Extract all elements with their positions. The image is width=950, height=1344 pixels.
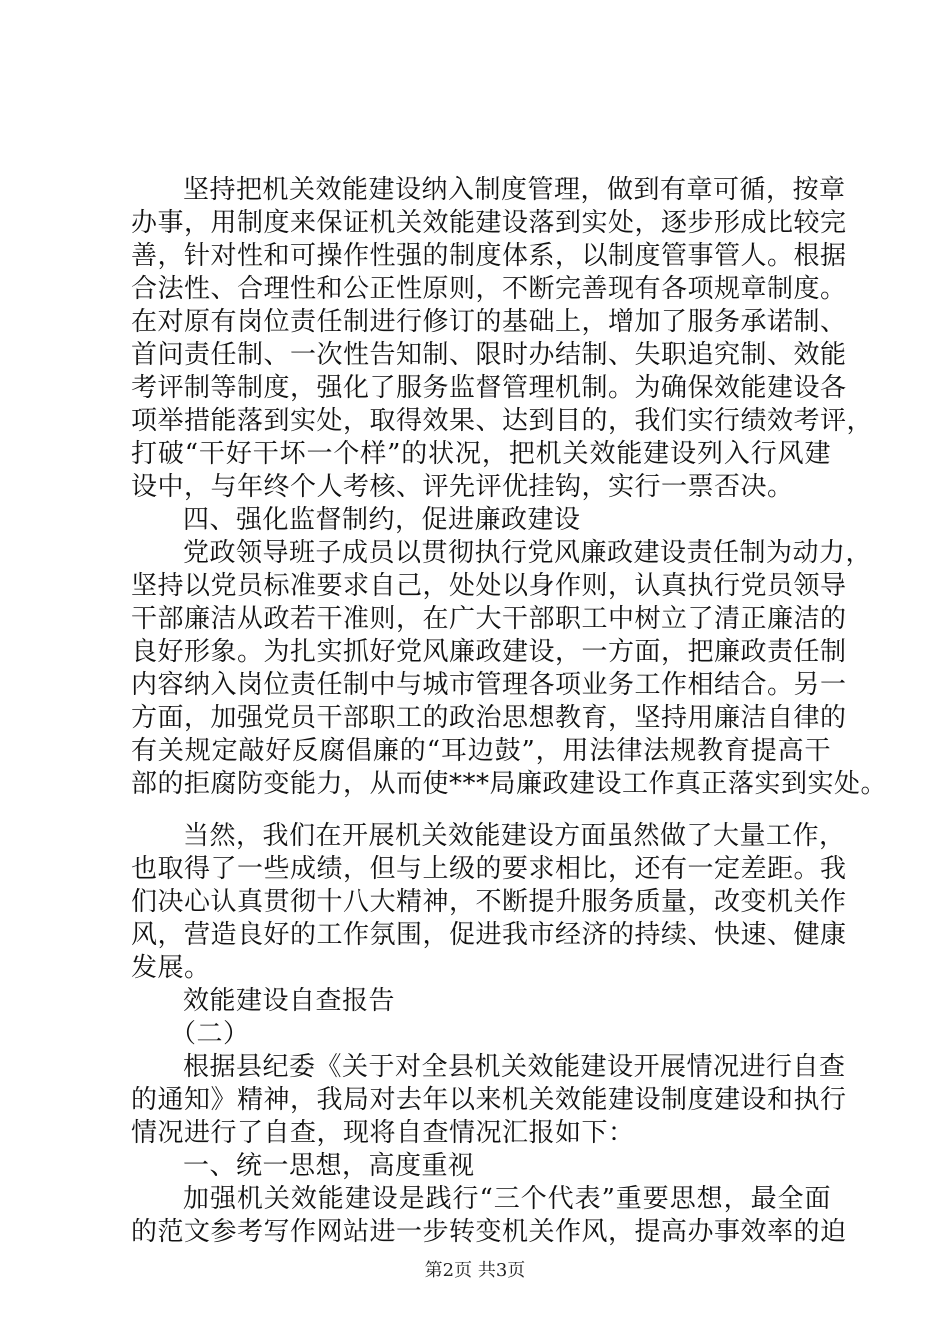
paragraph-3-line-4: 风，营造良好的工作氛围，促进我市经济的持续、快速、健康	[131, 920, 847, 950]
paragraph-3-line-3: 们决心认真贯彻十八大精神，不断提升服务质量，改变机关作	[131, 887, 847, 917]
paragraph-4-line-2: 的通知》精神，我局对去年以来机关效能建设制度建设和执行	[131, 1085, 847, 1115]
page-number-footer: 第2页 共3页	[424, 1260, 526, 1281]
report-subtitle: （二）	[170, 1019, 250, 1049]
paragraph-1-line-8: 项举措能落到实处，取得效果、达到目的，我们实行绩效考评，	[131, 406, 874, 436]
paragraph-4-line-3: 情况进行了自查，现将自查情况汇报如下：	[131, 1118, 635, 1148]
section-heading-4: 四、强化监督制约，促进廉政建设	[183, 505, 581, 535]
paragraph-2-line-1: 党政领导班子成员以贯彻执行党风廉政建设责任制为动力，	[183, 538, 873, 568]
paragraph-1-line-5: 在对原有岗位责任制进行修订的基础上，增加了服务承诺制、	[131, 307, 847, 337]
paragraph-2-line-4: 良好形象。为扎实抓好党风廉政建设，一方面，把廉政责任制	[131, 637, 847, 667]
paragraph-3-line-1: 当然，我们在开展机关效能建设方面虽然做了大量工作，	[183, 821, 846, 851]
paragraph-2-line-8: 部的拒腐防变能力，从而使***局廉政建设工作真正落实到实处。	[131, 769, 888, 799]
paragraph-3-line-2: 也取得了一些成绩，但与上级的要求相比，还有一定差距。我	[131, 854, 847, 884]
paragraph-2-line-6: 方面，加强党员干部职工的政治思想教育，坚持用廉洁自律的	[131, 703, 847, 733]
paragraph-1-line-3: 善，针对性和可操作性强的制度体系，以制度管事管人。根据	[131, 241, 847, 271]
paragraph-1-line-4: 合法性、合理性和公正性原则，不断完善现有各项规章制度。	[131, 274, 847, 304]
paragraph-1-line-10: 设中，与年终个人考核、评先评优挂钩，实行一票否决。	[131, 472, 794, 502]
section-heading-1: 一、统一思想，高度重视	[183, 1151, 475, 1181]
paragraph-5-line-2: 的范文参考写作网站进一步转变机关作风，提高办事效率的迫	[131, 1217, 847, 1247]
paragraph-1-line-6: 首问责任制、一次性告知制、限时办结制、失职追究制、效能	[131, 340, 847, 370]
paragraph-2-line-5: 内容纳入岗位责任制中与城市管理各项业务工作相结合。另一	[131, 670, 847, 700]
paragraph-1-line-1: 坚持把机关效能建设纳入制度管理，做到有章可循，按章	[183, 175, 846, 205]
paragraph-3-line-5: 发展。	[131, 953, 211, 983]
paragraph-2-line-2: 坚持以党员标准要求自己，处处以身作则，认真执行党员领导	[131, 571, 847, 601]
paragraph-1-line-9: 打破“干好干坏一个样”的状况，把机关效能建设列入行风建	[131, 439, 831, 469]
paragraph-2-line-3: 干部廉洁从政若干准则，在广大干部职工中树立了清正廉洁的	[131, 604, 847, 634]
report-title: 效能建设自查报告	[183, 986, 396, 1016]
paragraph-1-line-7: 考评制等制度，强化了服务监督管理机制。为确保效能建设各	[131, 373, 847, 403]
paragraph-4-line-1: 根据县纪委《关于对全县机关效能建设开展情况进行自查	[183, 1052, 846, 1082]
paragraph-1-line-2: 办事，用制度来保证机关效能建设落到实处，逐步形成比较完	[131, 208, 847, 238]
paragraph-2-line-7: 有关规定敲好反腐倡廉的“耳边鼓”，用法律法规教育提高干	[131, 736, 831, 766]
paragraph-5-line-1: 加强机关效能建设是践行“三个代表”重要思想，最全面	[183, 1184, 831, 1214]
